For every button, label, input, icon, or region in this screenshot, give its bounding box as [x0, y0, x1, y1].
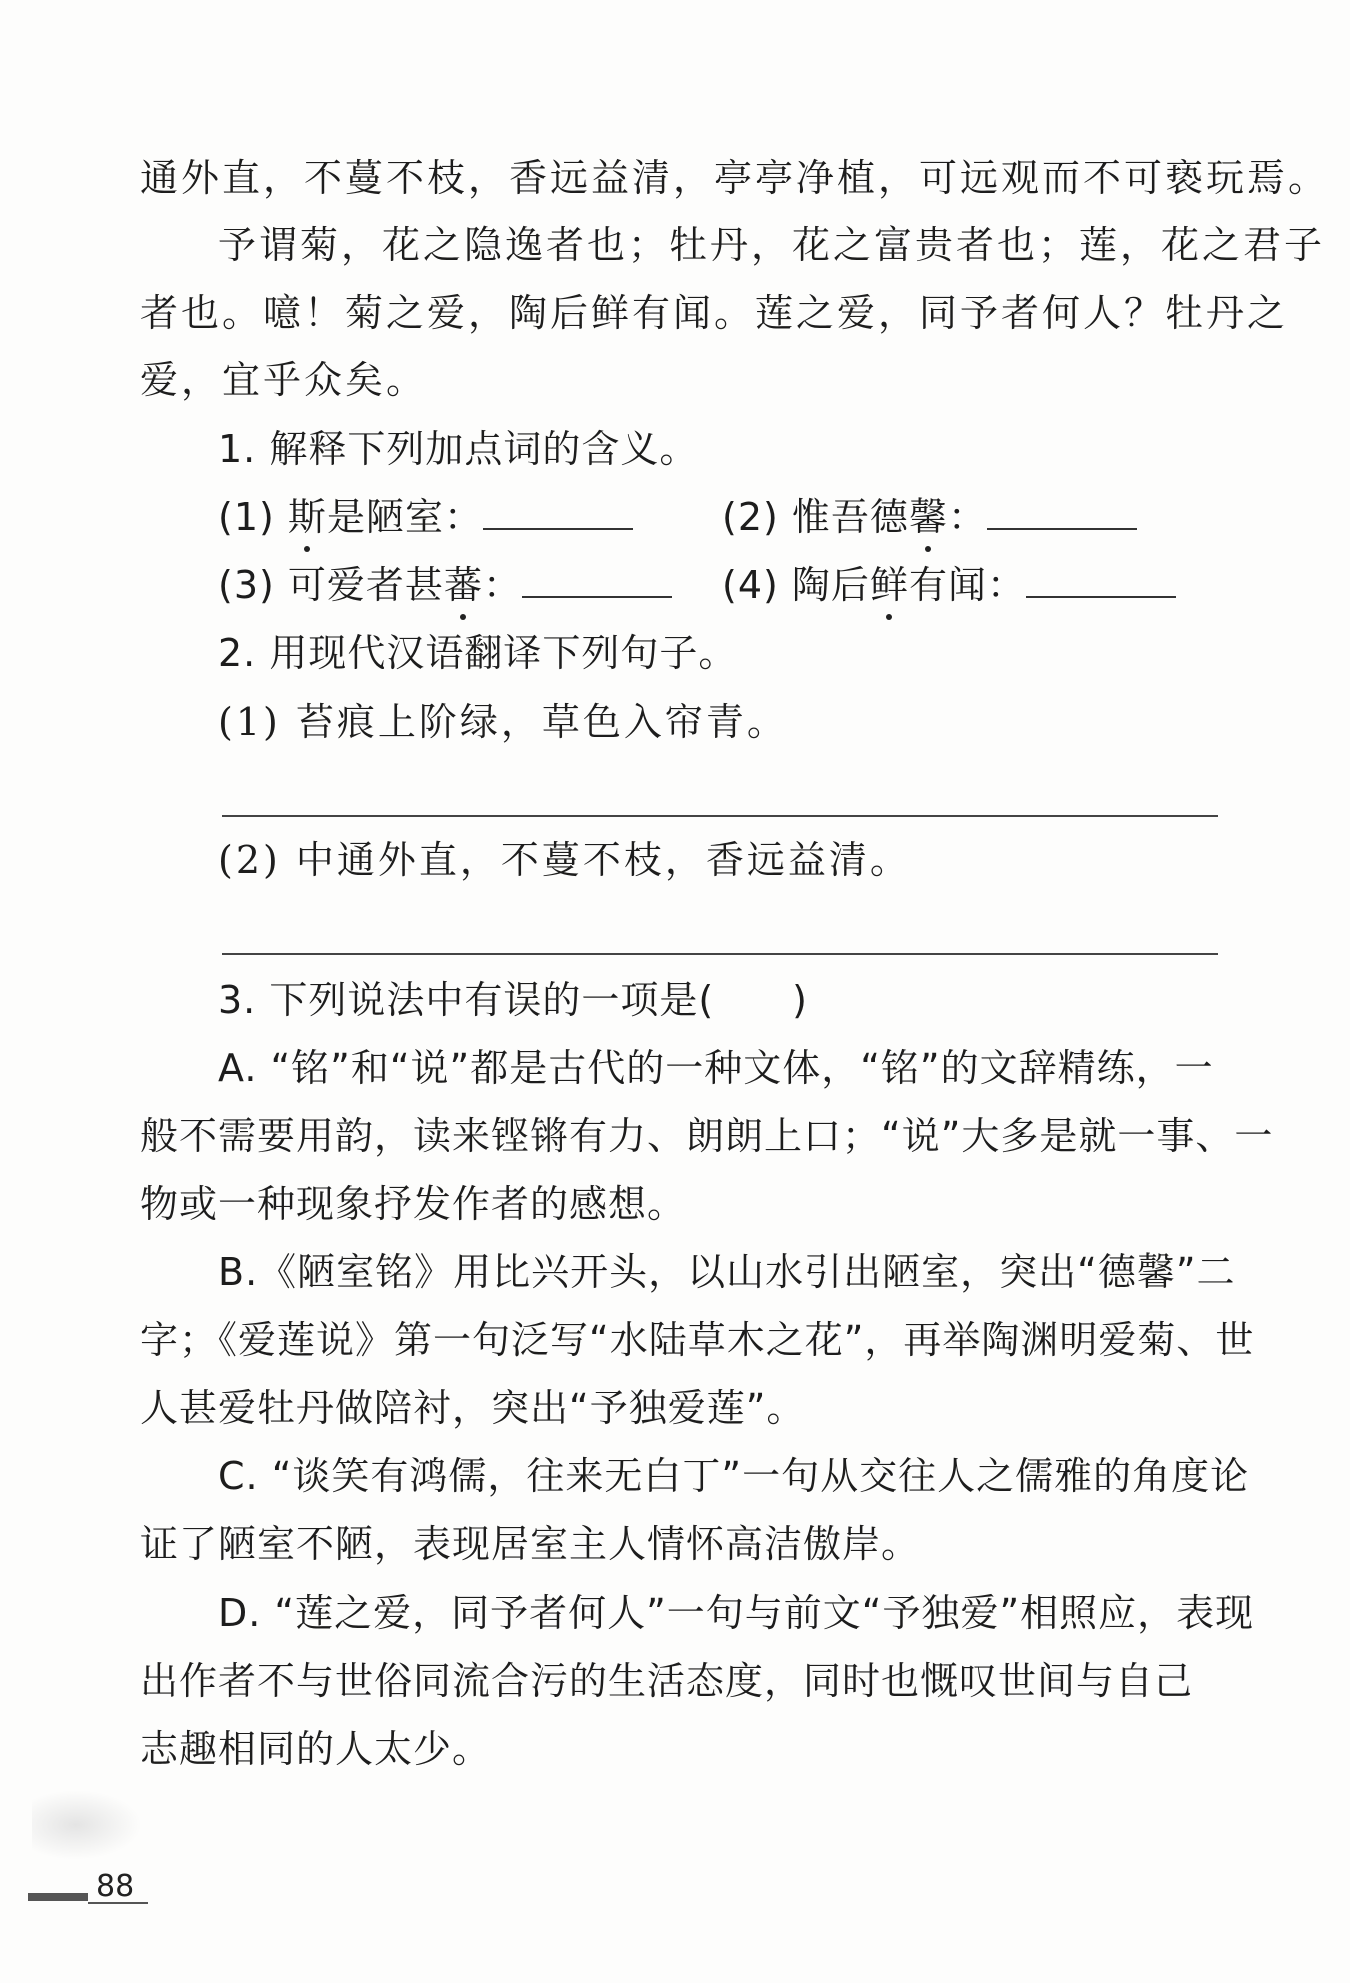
option-a-line-3: 物或一种现象抒发作者的感想。 [140, 1182, 687, 1226]
q1-item-1: (1) 斯是陋室： [218, 492, 633, 542]
question-2-stem: 2. 用现代汉语翻译下列句子。 [218, 631, 738, 675]
answer-blank[interactable] [522, 560, 672, 598]
option-b-line-1: B.《陋室铭》用比兴开头，以山水引出陋室，突出“德馨”二 [218, 1250, 1236, 1294]
corner-decoration [32, 1790, 142, 1860]
answer-line-1[interactable] [222, 815, 1218, 817]
option-a-line-2: 般不需要用韵，读来铿锵有力、朗朗上口；“说”大多是就一事、一 [140, 1114, 1274, 1158]
q2-sentence-1: (1) 苔痕上阶绿，草色入帘青。 [218, 700, 788, 744]
passage-line-1: 通外直，不蔓不枝，香远益清，亭亭净植，可远观而不可亵玩焉。 [140, 156, 1330, 200]
dotted-word: 蕃 [444, 560, 483, 610]
option-d-line-3: 志趣相同的人太少。 [140, 1727, 492, 1771]
dotted-word: 鲜 [870, 560, 909, 610]
q1-item-3: (3) 可爱者甚蕃： [218, 560, 672, 610]
answer-blank[interactable] [1026, 560, 1176, 598]
passage-line-3: 者也。噫！菊之爱，陶后鲜有闻。莲之爱，同予者何人？牡丹之 [140, 291, 1289, 335]
dotted-word: 斯 [288, 492, 327, 542]
q1-item-2: (2) 惟吾德馨： [722, 492, 1137, 542]
passage-line-2: 予谓菊，花之隐逸者也；牡丹，花之富贵者也；莲，花之君子 [218, 223, 1326, 267]
option-c-line-1: C. “谈笑有鸿儒，往来无白丁”一句从交往人之儒雅的角度论 [218, 1454, 1250, 1498]
option-b-line-2: 字；《爱莲说》第一句泛写“水陆草木之花”，再举陶渊明爱菊、世 [140, 1318, 1255, 1362]
option-c-line-2: 证了陋室不陋，表现居室主人情怀高洁傲岸。 [140, 1522, 921, 1566]
answer-line-2[interactable] [222, 953, 1218, 955]
q1-item-4: (4) 陶后鲜有闻： [722, 560, 1176, 610]
answer-blank[interactable] [483, 492, 633, 530]
answer-blank[interactable] [987, 492, 1137, 530]
question-1-stem: 1. 解释下列加点词的含义。 [218, 427, 699, 471]
option-d-line-1: D. “莲之爱，同予者何人”一句与前文“予独爱”相照应，表现 [218, 1591, 1255, 1635]
dotted-word: 馨 [909, 492, 948, 542]
q2-sentence-2: (2) 中通外直，不蔓不枝，香远益清。 [218, 838, 911, 882]
page-number-bar [28, 1893, 88, 1901]
question-3-stem: 3. 下列说法中有误的一项是( ) [218, 978, 808, 1022]
passage-line-4: 爱，宜乎众矣。 [140, 358, 428, 402]
option-d-line-2: 出作者不与世俗同流合污的生活态度，同时也慨叹世间与自己 [140, 1659, 1194, 1703]
option-b-line-3: 人甚爱牡丹做陪衬，突出“予独爱莲”。 [140, 1386, 806, 1430]
option-a-line-1: A. “铭”和“说”都是古代的一种文体，“铭”的文辞精练，一 [218, 1046, 1214, 1090]
page-number: 88 [96, 1869, 135, 1904]
